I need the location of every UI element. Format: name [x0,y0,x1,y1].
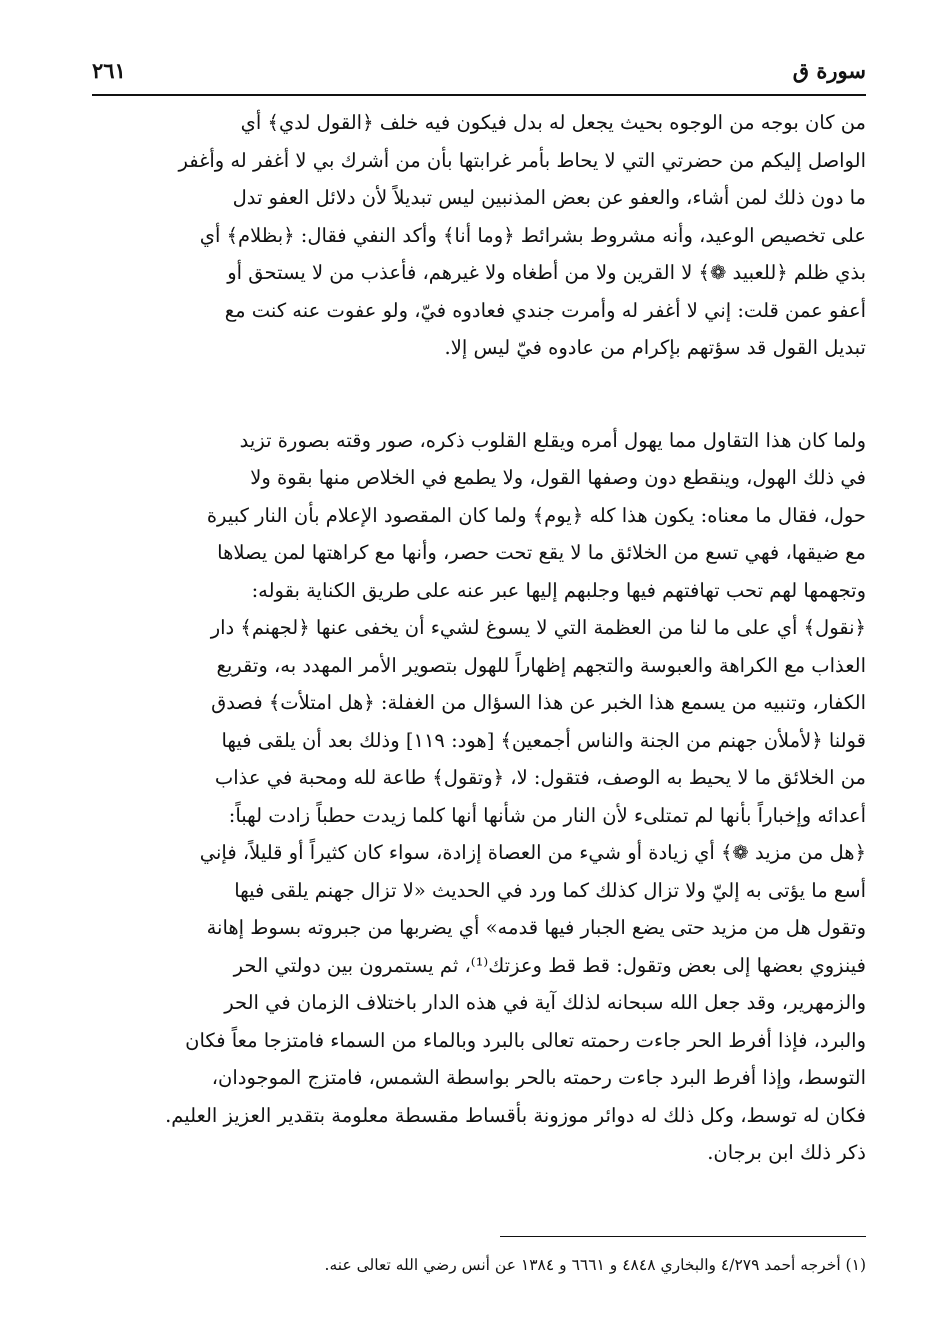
text-line: بذي ظلم ﴿للعبيد ❁﴾ لا القرين ولا من أطغاه ولا غيرهم، فأعذب من لا يستحق أو [227,261,866,284]
text-line: فكان له توسط، وكل ذلك له دوائر موزونة بأقساط مقسطة معلومة بتقدير العزيز العليم. [165,1103,866,1127]
text-line: أعفو عمن قلت: إني لا أغفر له وأمرت جندي فعادوه فيّ، ولو عفوت عنه كنت مع [224,298,866,322]
text-line: ذكر ذلك ابن برجان. [707,1141,866,1164]
text-line: تبديل القول قد سؤتهم بإكرام من عادوه فيّ ليس إلا. [444,336,866,359]
paragraph-gap [92,367,866,422]
text-line: التوسط، وإذا أفرط البرد جاءت رحمته بالحر بواسطة الشمس، فامتزج الموجودان، [211,1066,866,1089]
text-line: في ذلك الهول، وينقطع دون وصفها القول، ولا يطمع في الخلاص منها بقوة ولا [250,466,866,489]
text-line: ما دون ذلك لمن أشاء، والعفو عن بعض المذنبين ليس تبديلاً لأن دلائل العفو تدل [232,186,866,209]
text-line: أسع ما يؤتى به إليّ ولا تزال كذلك كما ورد في الحديث «لا تزال جهنم يلقى فيها [234,878,866,902]
surah-title: سورة ق [792,58,866,83]
text-line: والزمهرير، وقد جعل الله سبحانه لذلك آية في هذه الدار باختلاف الزمان في الحر [224,991,866,1014]
page-number: ٢٦١ [92,58,126,83]
text-line: ﴿هل من مزيد ❁﴾ أي زيادة أو شيء من العصاة إزادة، سواء كان كثيراً أو قليلاً، فإني [199,841,866,864]
text-line: على تخصيص الوعيد، وأنه مشروط بشرائط ﴿وما أنا﴾ وأكد النفي فقال: ﴿بظلام﴾ أي [199,223,866,247]
text-line: أعدائه وإخباراً بأنها لم تمتلىء لأن النار من شأنها أنها كلما زيدت حطباً زادت لهباً: [228,803,866,827]
text-line: والبرد، فإذا أفرط الحر جاءت رحمته تعالى بالبرد وبالماء من السماء فامتزجا معاً فكان [185,1028,866,1052]
main-text [92,104,866,1172]
text-line: وتقول هل من مزيد حتى يضع الجبار فيها قدمه» أي يضربها من جبروته بسوط إهانة [206,916,866,939]
text-line: وتجهمها لهم تحب تهافتهم فيها وجلبهم إليها عبر عنه على طريق الكناية بقوله: [251,578,866,602]
text-line: قولنا ﴿لأملأن جهنم من الجنة والناس أجمعين﴾ [هود: ١١٩] وذلك بعد أن يلقى فيها [221,728,866,752]
text-line: العذاب مع الكراهة والعبوسة والتجهم إظهاراً للهول بتصوير الأمر المهدد به، وتقريع [216,653,866,677]
text-line: مع ضيقها، فهي تسع من الخلائق ما لا يقع تحت حصر، وأنها مع كراهتها لمن يصلاها [217,541,866,564]
text-line: ولما كان هذا التقاول مما يهول أمره ويقلع القلوب ذكره، صور وقته بصورة تزيد [239,428,866,452]
header-divider [92,94,866,96]
footnote: (١) أخرجه أحمد ٤/٢٧٩ والبخاري ٤٨٤٨ و ٦٦٦١ و ١٣٨٤ عن أنس رضي الله تعالى عنه. [324,1256,866,1274]
text-line: من كان بوجه من الوجوه بحيث يجعل له بدل فيكون فيه خلف ﴿القول لدي﴾ أي [240,111,866,134]
text-line: الواصل إليكم من حضرتي التي لا يحاط بأمر غرابتها بأن من أشرك بي لا أغفر له وأغفر [178,148,866,172]
text-line: من الخلائق ما لا يحيط به الوصف، فتقول: لا، ﴿وتقول﴾ طاعة لله ومحبة في عذاب [214,766,866,789]
text-line: فينزوي بعضها إلى بعض وتقول: قط قط وعزتك⁽¹⁾، ثم يستمرون بين دولتي الحر [233,953,866,977]
text-line: حول، فقال ما معناه: يكون هذا كله ﴿يوم﴾ ولما كان المقصود الإعلام بأن النار كبيرة [206,503,866,527]
text-line: ﴿نقول﴾ أي على ما لنا من العظمة التي لا يسوغ لشيء أن يخفى عنها ﴿لجهنم﴾ دار [210,616,866,639]
page-header [92,56,866,92]
footnote-divider [500,1236,866,1237]
text-line: الكفار، وتنبيه من يسمع هذا الخبر عن هذا السؤال من الغفلة: ﴿هل امتلأت﴾ فصدق [211,691,866,714]
